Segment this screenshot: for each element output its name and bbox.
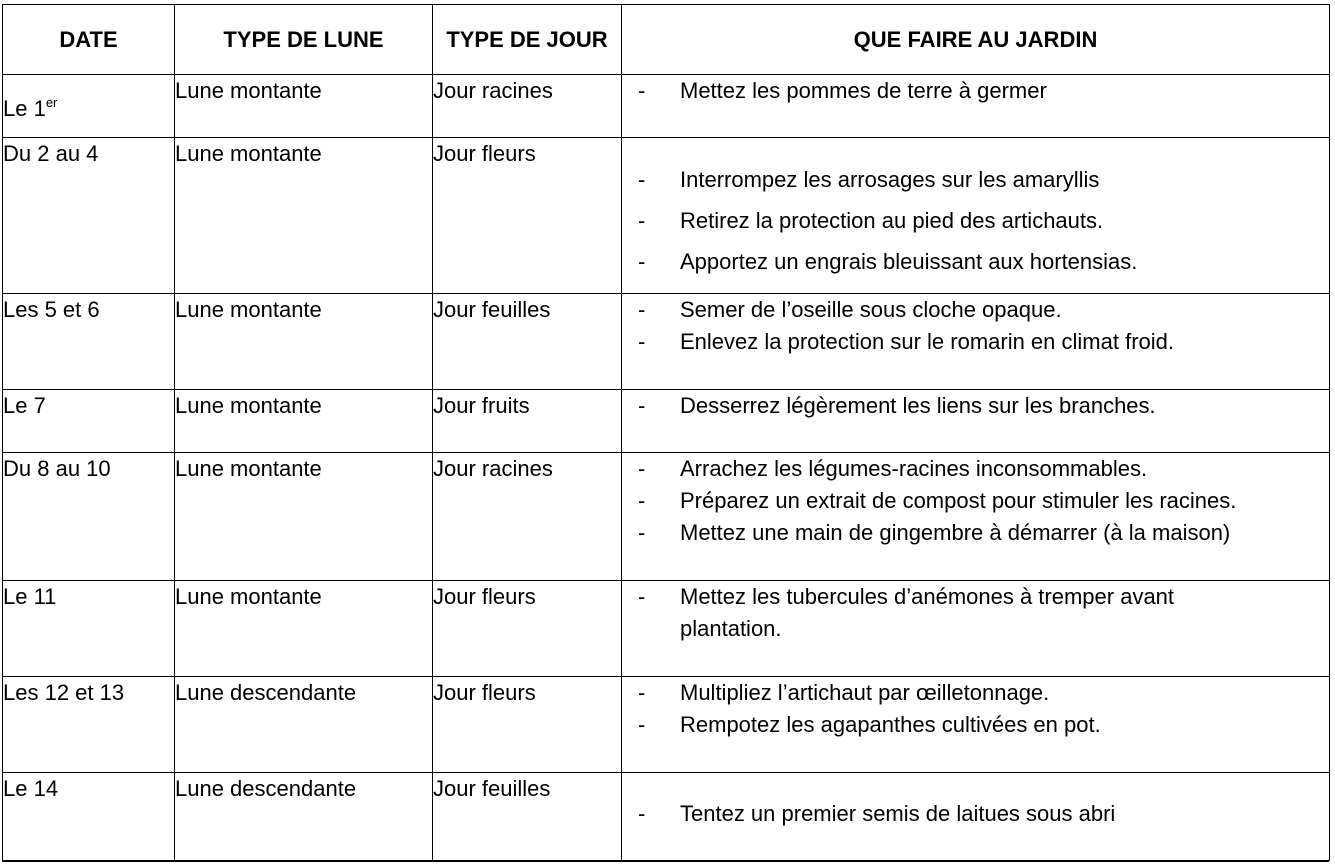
bullet-dash: - <box>638 801 646 826</box>
bullet-dash: - <box>638 297 646 322</box>
task-text: Mettez les tubercules d’anémones à tremper avant plantation. <box>680 584 1175 641</box>
task-text: Rempotez les agapanthes cultivées en pot. <box>680 712 1101 737</box>
task-item <box>622 390 1329 422</box>
bullet-dash: - <box>638 680 646 705</box>
task-item <box>622 709 1329 741</box>
bullet-dash: - <box>638 208 646 233</box>
moon-type-cell: Lune montante <box>175 390 433 453</box>
day-type-cell: Jour feuilles <box>433 294 622 390</box>
moon-type-cell: Lune montante <box>175 581 433 677</box>
bullet-dash: - <box>638 712 646 737</box>
table-row <box>3 677 1330 773</box>
task-item <box>622 164 1329 196</box>
table-row <box>3 138 1330 294</box>
table-row <box>3 581 1330 677</box>
task-text: Retirez la protection au pied des artichauts. <box>680 208 1104 233</box>
task-item <box>622 485 1329 517</box>
date-cell: Le 14 <box>3 773 175 861</box>
tasks-cell <box>622 773 1330 861</box>
moon-type-cell: Lune montante <box>175 75 433 138</box>
task-item <box>622 517 1329 549</box>
bullet-dash: - <box>638 78 646 103</box>
task-text: Desserrez légèrement les liens sur les branches. <box>680 393 1156 418</box>
header-que-faire-au-jardin: QUE FAIRE AU JARDIN <box>622 5 1330 75</box>
task-item <box>622 581 1329 645</box>
date-cell <box>3 75 175 138</box>
date-cell: Du 2 au 4 <box>3 138 175 294</box>
bullet-dash: - <box>638 167 646 192</box>
table-bottom-border <box>2 861 1329 862</box>
day-type-cell: Jour fleurs <box>433 677 622 773</box>
moon-type-cell: Lune descendante <box>175 773 433 861</box>
day-type-cell: Jour fleurs <box>433 138 622 294</box>
tasks-cell <box>622 581 1330 677</box>
task-text: Arrachez les légumes-racines inconsommables. <box>680 456 1148 481</box>
task-item <box>622 205 1329 237</box>
table-row <box>3 773 1330 861</box>
task-item <box>622 677 1329 709</box>
task-item <box>622 798 1329 830</box>
moon-type-cell: Lune montante <box>175 453 433 581</box>
table-row <box>3 390 1330 453</box>
day-type-cell: Jour racines <box>433 453 622 581</box>
table-row <box>3 75 1330 138</box>
day-type-cell: Jour racines <box>433 75 622 138</box>
header-type-de-jour: TYPE DE JOUR <box>433 5 622 75</box>
date-cell: Le 7 <box>3 390 175 453</box>
bullet-dash: - <box>638 393 646 418</box>
task-text: Préparez un extrait de compost pour stimuler les racines. <box>680 488 1237 513</box>
lunar-garden-calendar-table <box>2 4 1330 861</box>
bullet-dash: - <box>638 249 646 274</box>
bullet-dash: - <box>638 456 646 481</box>
task-item <box>622 294 1329 326</box>
task-text: Mettez les pommes de terre à germer <box>680 78 1047 103</box>
task-text: Semer de l’oseille sous cloche opaque. <box>680 297 1062 322</box>
day-type-cell: Jour fleurs <box>433 581 622 677</box>
task-text: Multipliez l’artichaut par œilletonnage. <box>680 680 1050 705</box>
tasks-cell <box>622 75 1330 138</box>
table-row <box>3 294 1330 390</box>
header-date: DATE <box>3 5 175 75</box>
tasks-cell <box>622 390 1330 453</box>
task-text: Apportez un engrais bleuissant aux hortensias. <box>680 249 1138 274</box>
date-cell: Les 5 et 6 <box>3 294 175 390</box>
table-row <box>3 453 1330 581</box>
bullet-dash: - <box>638 520 646 545</box>
date-cell: Du 8 au 10 <box>3 453 175 581</box>
date-cell: Les 12 et 13 <box>3 677 175 773</box>
header-type-de-lune: TYPE DE LUNE <box>175 5 433 75</box>
date-cell: Le 11 <box>3 581 175 677</box>
task-item <box>622 75 1329 107</box>
date-superscript: er <box>45 95 58 110</box>
task-item <box>622 246 1329 278</box>
tasks-cell <box>622 138 1330 294</box>
date-text: Le 1 <box>3 96 46 121</box>
header-row <box>3 5 1330 75</box>
task-item <box>622 326 1329 358</box>
moon-type-cell: Lune montante <box>175 294 433 390</box>
tasks-cell <box>622 453 1330 581</box>
tasks-cell <box>622 677 1330 773</box>
task-text: Mettez une main de gingembre à démarrer (à la maison) <box>680 520 1231 545</box>
bullet-dash: - <box>638 488 646 513</box>
task-item <box>622 453 1329 485</box>
bullet-dash: - <box>638 584 646 609</box>
moon-type-cell: Lune montante <box>175 138 433 294</box>
task-text: Interrompez les arrosages sur les amaryllis <box>680 167 1100 192</box>
day-type-cell: Jour feuilles <box>433 773 622 861</box>
day-type-cell: Jour fruits <box>433 390 622 453</box>
tasks-cell <box>622 294 1330 390</box>
moon-type-cell: Lune descendante <box>175 677 433 773</box>
task-text: Tentez un premier semis de laitues sous abri <box>680 801 1116 826</box>
task-text: Enlevez la protection sur le romarin en climat froid. <box>680 329 1174 354</box>
bullet-dash: - <box>638 329 646 354</box>
